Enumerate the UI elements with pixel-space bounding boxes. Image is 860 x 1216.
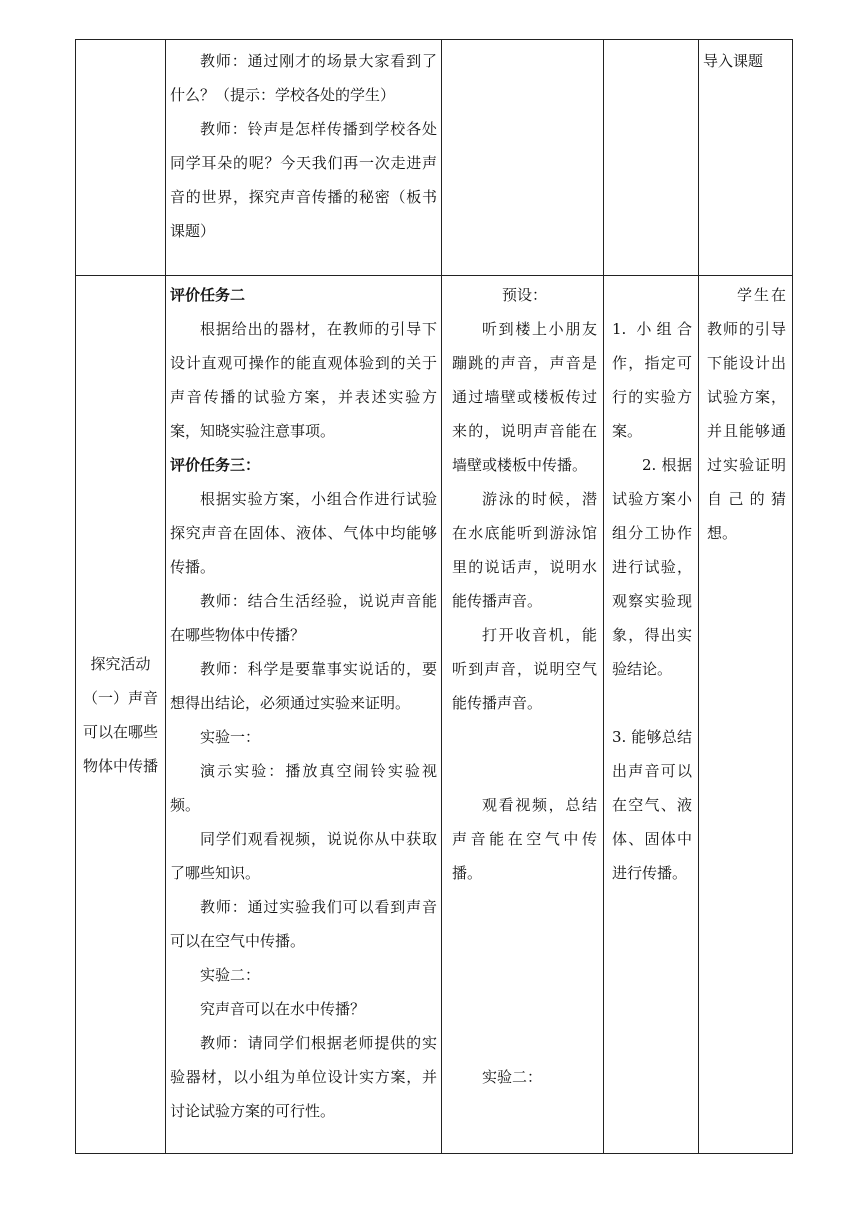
teacher-para-9: 同学们观看视频，说说你从中获取了哪些知识。 — [170, 830, 437, 882]
activity-method-cell — [604, 276, 699, 1154]
method-spacer — [612, 686, 692, 720]
student-para-1: 听到楼上小朋友蹦跳的声音，声音是通过墙壁或楼板传过来的，说明声音能在墙壁或楼板中传播。 — [452, 320, 597, 474]
intro-goal-cell — [699, 40, 793, 276]
intro-teacher-para-2: 教师：铃声是怎样传播到学校各处同学耳朵的呢？今天我们再一次走进声音的世界，探究声音传播的秘密（板书课题） — [170, 120, 437, 240]
teacher-para-6: 教师：科学是要靠事实说话的，要想得出结论，必须通过实验来证明。 — [170, 660, 437, 712]
teacher-para-3: 评价任务三： — [170, 456, 261, 474]
teacher-para-7: 实验一： — [200, 728, 261, 746]
student-para-3: 打开收音机，能听到声音，说明空气能传播声音。 — [452, 626, 597, 712]
method-item-3: 3. 能够总结出声音可以在空气、液体、固体中进行传播。 — [612, 728, 692, 882]
goal-text: 学生在教师的引导下能设计出试验方案，并且能够通过实验证明自己的猜想。 — [707, 286, 786, 542]
activity-stage-label: 探究活动（一）声音可以在哪些物体中传播 — [82, 654, 158, 775]
teacher-para-12: 究声音可以在水中传播？ — [200, 1000, 366, 1018]
teacher-para-4: 根据实验方案，小组合作进行试验探究声音在固体、液体、气体中均能够传播。 — [170, 490, 437, 576]
intro-teacher-para-1: 教师：通过刚才的场景大家看到了什么？（提示：学校各处的学生） — [170, 52, 437, 104]
activity-row — [76, 276, 793, 1154]
teacher-para-2: 根据给出的器材，在教师的引导下设计直观可操作的能直观体验到的关于声音传播的试验方案，并表述实验方案，知晓实验注意事项。 — [170, 320, 437, 440]
activity-stage-cell — [76, 276, 166, 1154]
intro-row — [76, 40, 793, 276]
activity-student-cell — [442, 276, 604, 1154]
method-item-2: 2. 根据试验方案小组分工协作进行试验，观察实验现象，得出实验结论。 — [612, 456, 692, 678]
intro-stage-cell — [76, 40, 166, 276]
teacher-para-10: 教师：通过实验我们可以看到声音可以在空气中传播。 — [170, 898, 437, 950]
student-para-4: 观看视频，总结声音能在空气中传播。 — [452, 796, 597, 882]
teacher-para-8: 演示实验：播放真空闹铃实验视频。 — [170, 762, 437, 814]
student-para-5: 实验二： — [482, 1068, 543, 1086]
student-spacer-2 — [452, 890, 597, 1060]
student-spacer-1 — [452, 720, 597, 788]
intro-method-cell — [604, 40, 699, 276]
intro-goal-text: 导入课题 — [703, 52, 764, 70]
teacher-paragraphs — [170, 278, 437, 1128]
method-item-1: 1. 小组合作，指定可行的实验方案。 — [612, 320, 692, 440]
student-preset: 预设： — [501, 286, 547, 304]
activity-goal-cell — [699, 276, 793, 1154]
teacher-para-11: 实验二： — [200, 966, 261, 984]
intro-teacher-cell — [166, 40, 442, 276]
intro-student-cell — [442, 40, 604, 276]
teacher-para-13: 教师：请同学们根据老师提供的实验器材，以小组为单位设计实方案，并讨论试验方案的可行性。 — [170, 1034, 437, 1120]
student-para-2: 游泳的时候，潜在水底能听到游泳馆里的说话声，说明水能传播声音。 — [452, 490, 597, 610]
teacher-para-5: 教师：结合生活经验，说说声音能在哪些物体中传播？ — [170, 592, 437, 644]
lesson-plan-table — [75, 39, 793, 1154]
teacher-para-1: 评价任务二 — [170, 286, 246, 304]
activity-teacher-cell — [166, 276, 442, 1154]
